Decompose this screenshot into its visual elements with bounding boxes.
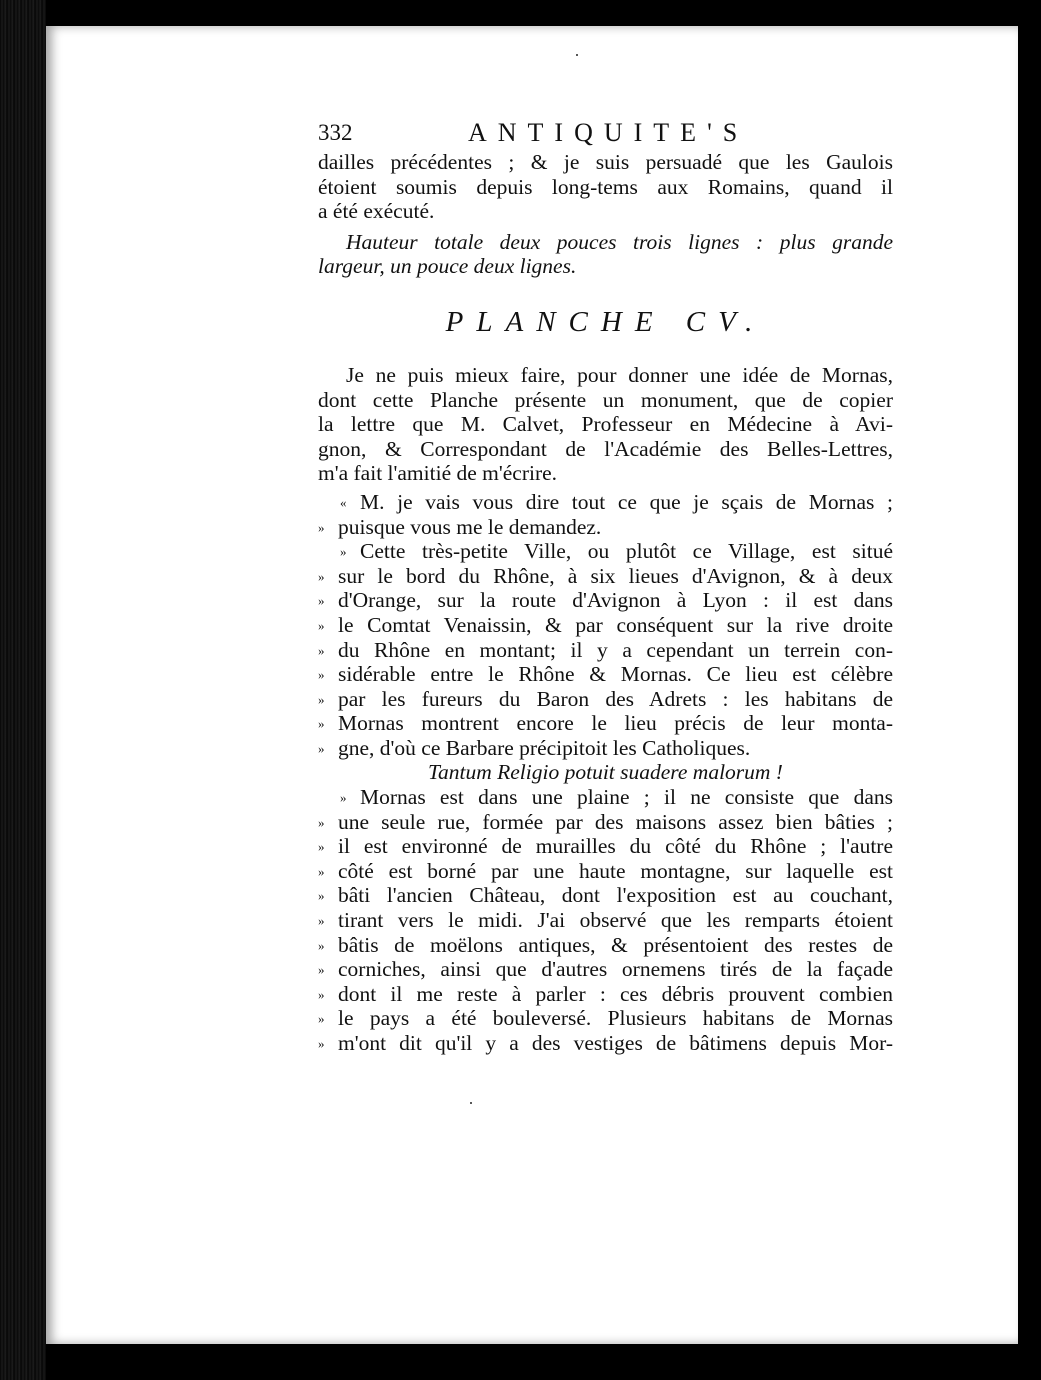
letter-line-text: Mornas est dans une plaine ; il ne consiste que dans: [360, 785, 893, 810]
letter-line: [318, 982, 893, 1007]
intro-line: dont cette Planche présente un monument, que de copier: [318, 387, 893, 412]
letter-line-text: bâtis de moëlons antiques, & présentoient des restes de: [338, 932, 893, 957]
letter-line: [318, 515, 893, 540]
letter-line-text: il est environné de murailles du côté du Rhône ; l'autre: [338, 834, 893, 859]
letter-line-text: d'Orange, sur la route d'Avignon à Lyon : il est dans: [338, 588, 893, 613]
letter-line: [318, 785, 893, 810]
letter-line-text: m'ont dit qu'il y a des vestiges de bâtimens depuis Mor-: [338, 1031, 893, 1055]
letter-line-text: M. je vais vous dire tout ce que je sçais de Mornas ;: [360, 489, 893, 514]
letter-line: [318, 957, 893, 982]
letter-line-text: sur le bord du Rhône, à six lieues d'Avignon, & à deux: [338, 563, 893, 588]
quote-mark: »: [318, 568, 325, 584]
letter-line-text: côté est borné par une haute montagne, sur laquelle est: [338, 858, 893, 883]
letter-line-text: le Comtat Venaissin, & par conséquent sur la rive droite: [338, 612, 893, 637]
letter-line-text: gne, d'où ce Barbare précipitoit les Catholiques.: [338, 735, 751, 760]
letter-line: [318, 834, 893, 859]
quote-mark: »: [318, 937, 325, 953]
letter-line-text: le pays a été bouleversé. Plusieurs habitans de Mornas: [338, 1006, 893, 1031]
latin-quotation: Tantum Religio potuit suadere malorum !: [428, 760, 783, 785]
quote-mark: »: [318, 888, 325, 904]
letter-line-text: bâti l'ancien Château, dont l'exposition est au couchant,: [338, 883, 893, 908]
letter-line: [318, 613, 893, 638]
letter-line: [318, 638, 893, 663]
letter-line: [318, 711, 893, 736]
page-header: [318, 116, 893, 150]
letter-line-text: du Rhône en montant; il y a cependant un terrein con-: [338, 637, 893, 662]
quote-mark: »: [318, 814, 325, 830]
letter-line: [318, 810, 893, 835]
dimension-line: Hauteur totale deux pouces trois lignes : plus grande: [346, 229, 893, 254]
intro-line: la lettre que M. Calvet, Professeur en Médecine à Avi-: [318, 412, 893, 437]
quote-mark: »: [318, 593, 325, 609]
letter-line-text: sidérable entre le Rhône & Mornas. Ce lieu est célèbre: [338, 662, 893, 687]
quote-mark: »: [318, 691, 325, 707]
dimension-line: largeur, un pouce deux lignes.: [318, 254, 577, 279]
intro-line: Je ne puis mieux faire, pour donner une idée de Mornas,: [346, 362, 893, 387]
quote-mark: »: [340, 790, 347, 806]
letter-line-text: tirant vers le midi. J'ai observé que les remparts étoient: [338, 908, 893, 933]
quote-mark: »: [318, 962, 325, 978]
page-number: 332: [318, 120, 353, 145]
letter-line: [318, 539, 893, 564]
text-line: étoient soumis depuis long-tems aux Romains, quand il: [318, 174, 893, 199]
plate-heading: PLANCHE CV.: [445, 305, 766, 338]
letter-line: [318, 908, 893, 933]
paper-speck: [470, 1102, 472, 1104]
letter-line-text: une seule rue, formée par des maisons assez bien bâties ;: [338, 809, 893, 834]
text-line: dailles précédentes ; & je suis persuadé que les Gaulois: [318, 150, 893, 174]
quote-mark: »: [318, 667, 325, 683]
quote-mark: »: [318, 617, 325, 633]
letter-line: [318, 933, 893, 958]
quote-mark: »: [318, 1011, 325, 1027]
letter-line-text: Cette très-petite Ville, ou plutôt ce Village, est situé: [360, 539, 893, 564]
letter-line: [318, 490, 893, 515]
intro-line: gnon, & Correspondant de l'Académie des Belles-Lettres,: [318, 436, 893, 461]
letter-line: [318, 588, 893, 613]
letter-line: [318, 736, 893, 761]
letter-line: [318, 883, 893, 908]
letter-line: [318, 1031, 893, 1056]
paper-speck: [576, 54, 578, 56]
quote-mark: »: [318, 1036, 325, 1051]
letter-line-text: puisque vous me le demandez.: [338, 514, 602, 539]
quote-mark: »: [318, 863, 325, 879]
quote-mark: »: [340, 544, 347, 560]
quote-mark: »: [318, 519, 325, 535]
book-binding-edge: [0, 0, 46, 1380]
letter-line: [318, 564, 893, 589]
letter-line: [318, 687, 893, 712]
intro-line: m'a fait l'amitié de m'écrire.: [318, 461, 558, 486]
page-text-block: [318, 116, 893, 1056]
running-title: ANTIQUITE'S: [468, 118, 749, 147]
quote-mark: »: [318, 740, 325, 756]
letter-line: [318, 1006, 893, 1031]
quote-mark: »: [318, 716, 325, 732]
letter-line-text: par les fureurs du Baron des Adrets : les habitans de: [338, 686, 893, 711]
letter-line-text: Mornas montrent encore le lieu précis de leur monta-: [338, 711, 893, 736]
quote-mark: »: [318, 839, 325, 855]
letter-line-text: corniches, ainsi que d'autres ornemens tirés de la façade: [338, 957, 893, 982]
quote-mark: »: [318, 642, 325, 658]
letter-line: [318, 662, 893, 687]
text-line: a été exécuté.: [318, 199, 435, 224]
quote-mark: »: [318, 913, 325, 929]
letter-line-text: dont il me reste à parler : ces débris prouvent combien: [338, 981, 893, 1006]
quote-mark: »: [318, 986, 325, 1002]
quote-mark: «: [340, 494, 347, 510]
letter-line: [318, 859, 893, 884]
